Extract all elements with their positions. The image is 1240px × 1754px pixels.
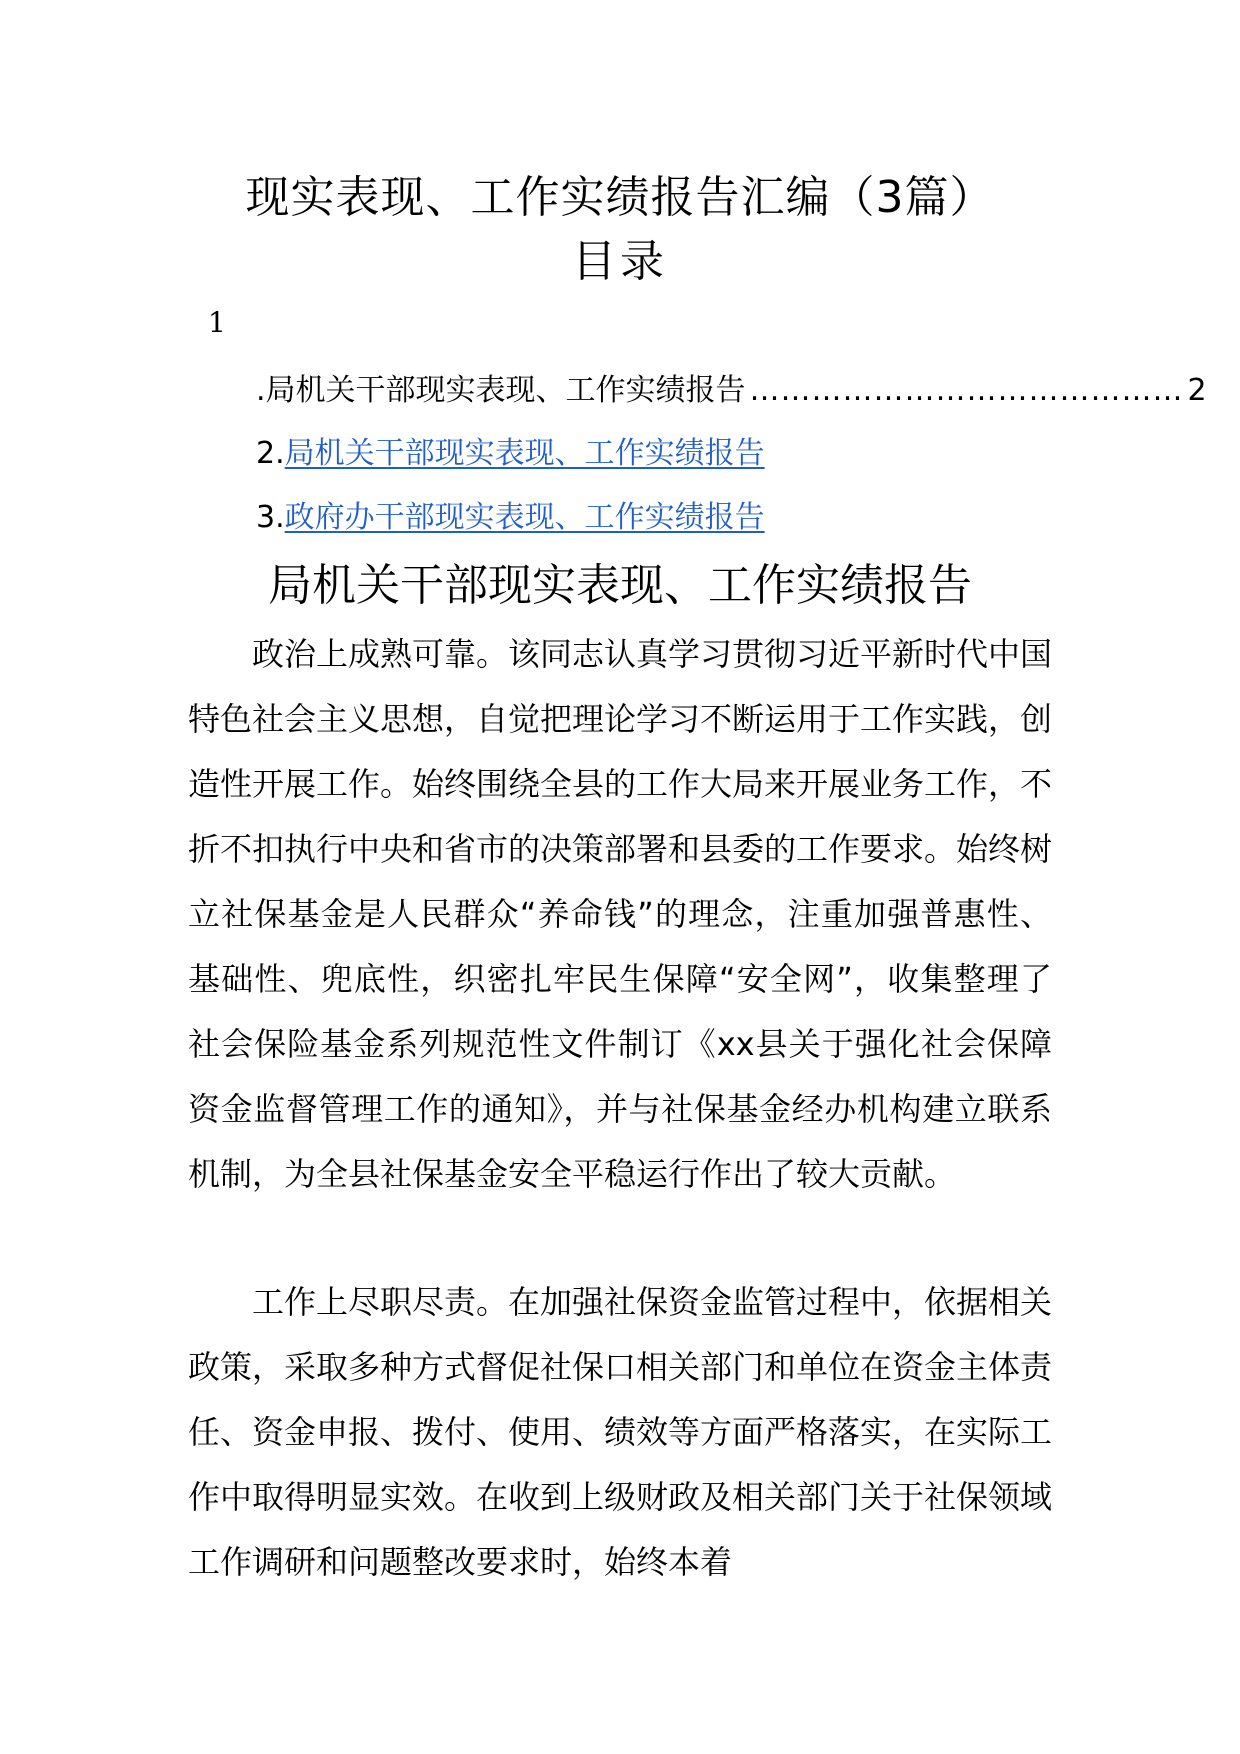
toc-item-1[interactable] xyxy=(256,369,1207,413)
toc-item-prefix: 3. xyxy=(256,500,285,535)
body-paragraph: 政治上成熟可靠。该同志认真学习贯彻习近平新时代中国特色社会主义思想，自觉把理论学习不断运用于工作实践，创造性开展工作。始终围绕全县的工作大局来开展业务工作，不折不扣执行中央和省市的决策部署和县委的工作要求。始终树立社保基金是人民群众“养命钱”的理念，注重加强普惠性、基础性、兜底性，织密扎牢民生保障“安全网”，收集整理了社会保险基金系列规范性文件制订《xx县关于强化社会保障资金监督管理工作的通知》，并与社保基金经办机构建立联系机制，为全县社保基金安全平稳运行作出了较大贡献。 xyxy=(188,635,1053,1193)
toc-item-label: .局机关干部现实表现、工作实绩报告 xyxy=(256,373,746,408)
toc-item-3 xyxy=(256,496,765,540)
toc-item-2 xyxy=(256,432,765,476)
toc-page-number: 2 xyxy=(1187,373,1207,408)
toc-link-2[interactable]: 局机关干部现实表现、工作实绩报告 xyxy=(284,436,765,471)
toc-item-number: 1 xyxy=(208,306,226,339)
toc-link-3[interactable]: 政府办干部现实表现、工作实绩报告 xyxy=(284,500,765,535)
toc-leader-dots: …………………………………… xyxy=(749,373,1184,408)
section-title: 局机关干部现实表现、工作实绩报告 xyxy=(268,560,972,611)
document-title: 现实表现、工作实绩报告汇编（3篇） xyxy=(245,172,995,223)
body-paragraph: 工作上尽职尽责。在加强社保资金监管过程中，依据相关政策，采取多种方式督促社保口相关部门和单位在资金主体责任、资金申报、拨付、使用、绩效等方面严格落实，在实际工作中取得明显实效。在收到上级财政及相关部门关于社保领域工作调研和问题整改要求时，始终本着 xyxy=(188,1283,1053,1581)
toc-heading: 目录 xyxy=(572,236,668,287)
toc-item-prefix: 2. xyxy=(256,436,285,471)
